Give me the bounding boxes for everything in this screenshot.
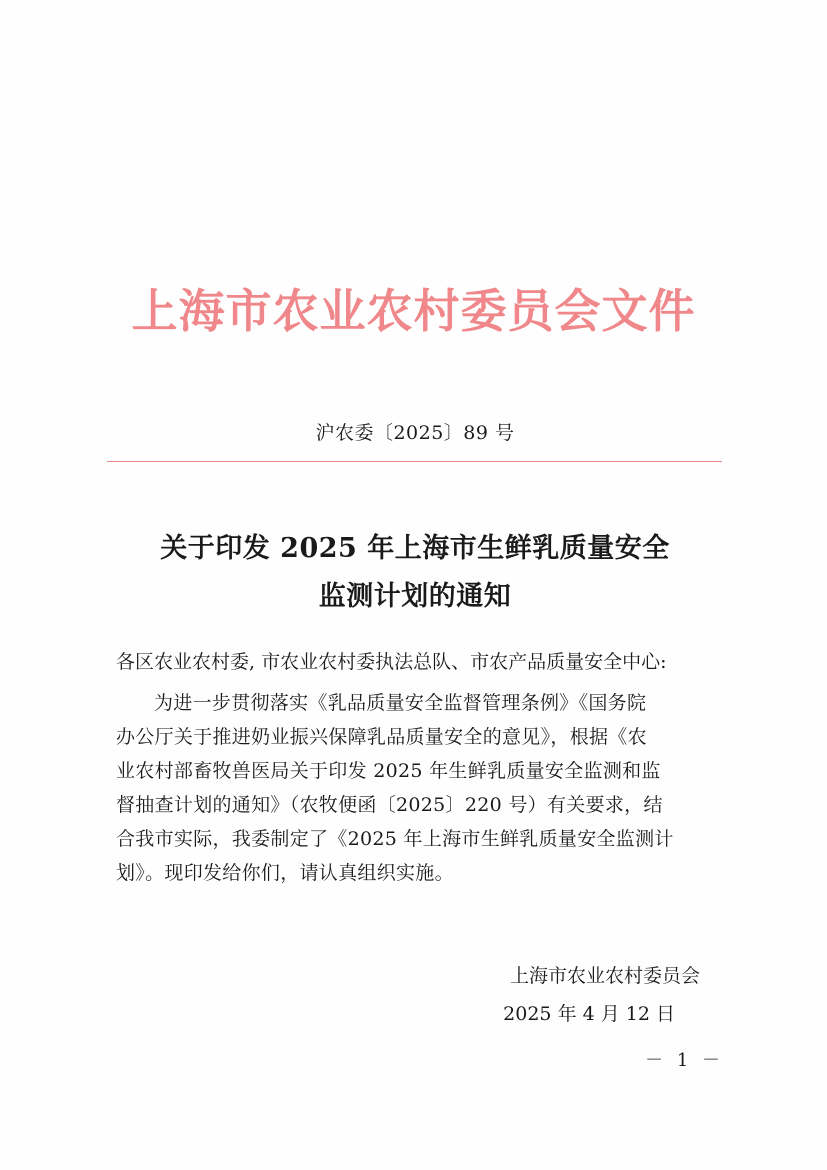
salutation: 各区农业农村委, 市农业农村委执法总队、市农产品质量安全中心: bbox=[116, 651, 667, 673]
document-title bbox=[110, 525, 720, 621]
title-line-2: 监测计划的通知 bbox=[318, 581, 512, 612]
body-line: 办公厅关于推进奶业振兴保障乳品质量安全的意见》，根据《农 bbox=[116, 726, 647, 748]
signature-date: 2025 年 4 月 12 日 bbox=[503, 1003, 675, 1025]
body-line: 划》。现印发给你们，请认真组织实施。 bbox=[116, 862, 454, 884]
body-line: 为进一步贯彻落实《乳品质量安全监督管理条例》《国务院 bbox=[154, 692, 647, 714]
document-number: 沪农委〔2025〕89 号 bbox=[315, 422, 515, 444]
signature-org: 上海市农业农村委员会 bbox=[509, 965, 700, 987]
body-line: 业农村部畜牧兽医局关于印发 2025 年生鲜乳质量安全监测和监 bbox=[116, 760, 661, 782]
body-line: 督抽查计划的通知》（农牧便函〔2025〕220 号）有关要求，结 bbox=[116, 794, 663, 816]
title-line-1: 关于印发 2025 年上海市生鲜乳质量安全 bbox=[160, 533, 670, 564]
body-line: 合我市实际，我委制定了《2025 年上海市生鲜乳质量安全监测计 bbox=[116, 828, 674, 850]
body-paragraph bbox=[116, 686, 726, 890]
page-number: － 1 － bbox=[645, 1050, 724, 1071]
issuing-org-header: 上海市农业农村委员会文件 bbox=[131, 284, 696, 338]
red-separator-rule bbox=[107, 461, 722, 462]
